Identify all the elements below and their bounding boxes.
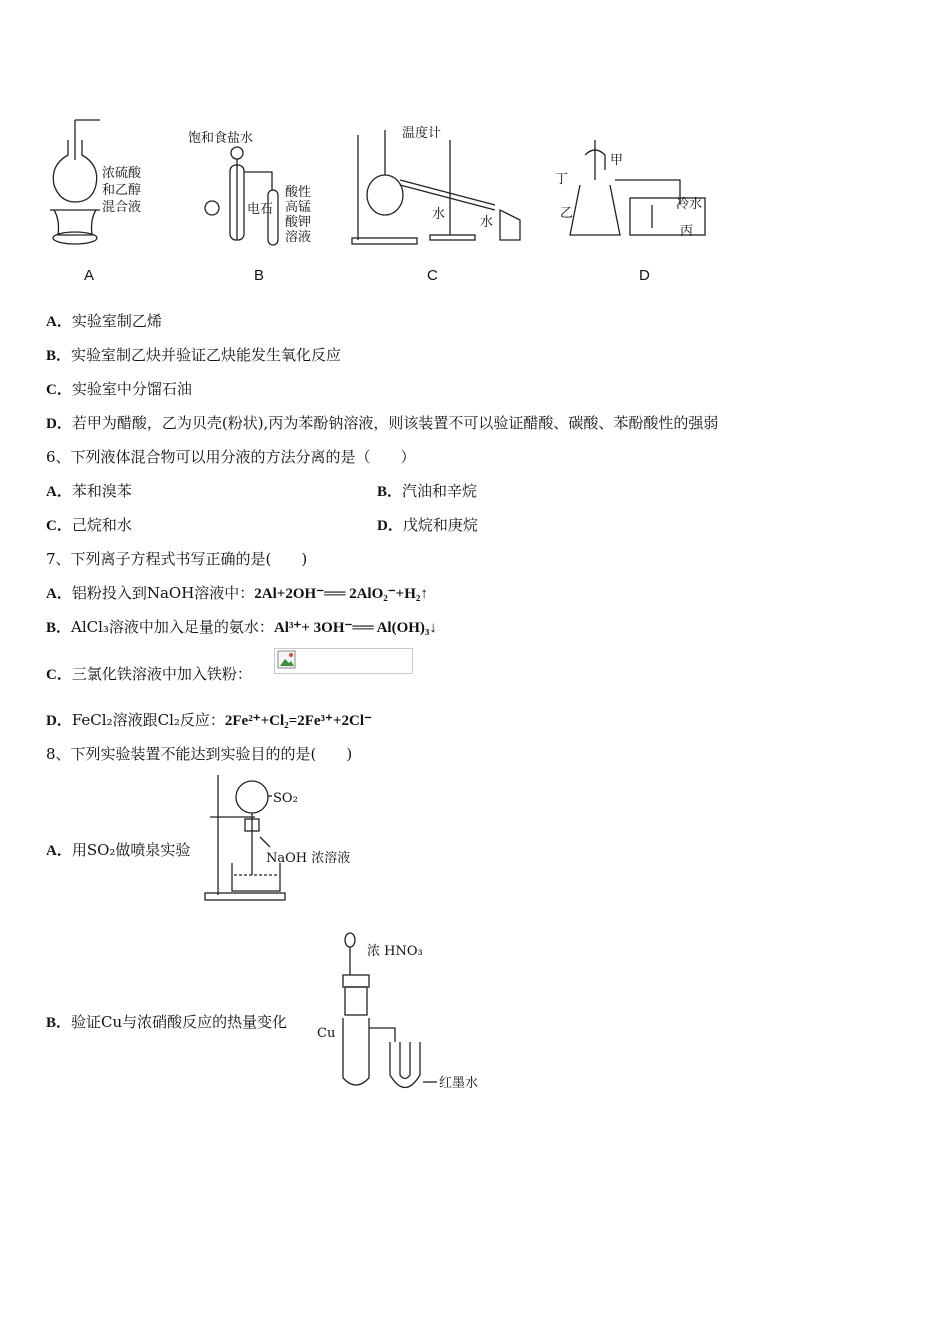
b-right-1: 酸性 [285,185,312,200]
fig-hno3-label: 浓 HNO₃ [367,944,423,959]
q8-option-b[interactable]: B．验证Cu与浓硝酸反应的热量变化 [46,1013,288,1031]
a-label-1: 浓硫酸 [102,166,142,181]
b-side-label: 电石 [247,202,274,217]
a-label-2: 和乙醇 [102,183,142,198]
fig-label-b: B [254,267,265,284]
b-right-4: 溶液 [285,230,312,245]
fig-label-a: A [84,267,95,284]
q5-option-d[interactable]: D．若甲为醋酸，乙为贝壳(粉状),丙为苯酚钠溶液，则该装置不可以验证醋酸、碳酸、苯酚酸性的强弱 [46,414,719,432]
q5-option-a[interactable]: A．实验室制乙烯 [46,312,162,330]
fig-ink-label: 红墨水 [439,1076,479,1091]
d-ding: 丁 [555,172,569,187]
q6-option-b[interactable]: B．汽油和辛烷 [377,482,478,500]
q8-stem: 8、下列实验装置不能达到实验目的的是( ) [46,745,353,763]
q7-stem: 7、下列离子方程式书写正确的是( ) [46,550,308,568]
c-water-1: 水 [432,207,446,222]
d-bing: 丙 [680,224,694,239]
a-label-3: 混合液 [102,200,142,215]
q6-option-d[interactable]: D．戊烷和庚烷 [377,516,478,534]
fig-label-d: D [639,267,650,284]
fig-so2-label: SO₂ [273,791,298,806]
q8-option-a[interactable]: A．用SO₂做喷泉实验 [46,841,191,859]
fig-cu-label: Cu [317,1026,336,1041]
q6-option-c[interactable]: C．己烷和水 [46,516,132,534]
d-jia: 甲 [610,153,624,168]
fig-naoh-label: NaOH 浓溶液 [266,851,351,866]
q7-option-d[interactable]: D．FeCl₂溶液跟Cl₂反应：2Fe²⁺+Cl₂=2Fe³⁺+2Cl⁻ [46,711,372,729]
q5-option-b[interactable]: B．实验室制乙炔并验证乙炔能发生氧化反应 [46,346,342,364]
d-cold: 冷水 [676,197,703,212]
broken-image-icon [277,650,297,670]
heat-apparatus [315,930,495,1095]
q8-figure-a [200,775,370,905]
c-top-label: 温度计 [402,126,442,141]
broken-image-placeholder [274,648,413,674]
b-right-2: 高锰 [285,200,312,215]
b-right-3: 酸钾 [285,215,312,230]
apparatus-strip [40,110,740,290]
b-top-label: 饱和食盐水 [188,131,254,146]
q7-option-a[interactable]: A．铝粉投入到NaOH溶液中：2Al+2OH⁻══ 2AlO₂⁻+H₂↑ [46,584,428,602]
d-yi: 乙 [560,206,574,221]
q5-option-c[interactable]: C．实验室中分馏石油 [46,380,192,398]
q5-figure [40,110,740,290]
q7-option-c[interactable]: C．三氯化铁溶液中加入铁粉： [46,665,252,683]
c-water-2: 水 [480,215,494,230]
fountain-apparatus [200,775,370,905]
q7-option-b[interactable]: B．AlCl₃溶液中加入足量的氨水：Al³⁺+ 3OH⁻══ Al(OH)₃↓ [46,618,437,636]
q6-stem: 6、下列液体混合物可以用分液的方法分离的是（ ） [46,448,416,466]
q8-figure-b [315,930,495,1095]
q6-option-a[interactable]: A．苯和溴苯 [46,482,132,500]
fig-label-c: C [427,267,438,284]
